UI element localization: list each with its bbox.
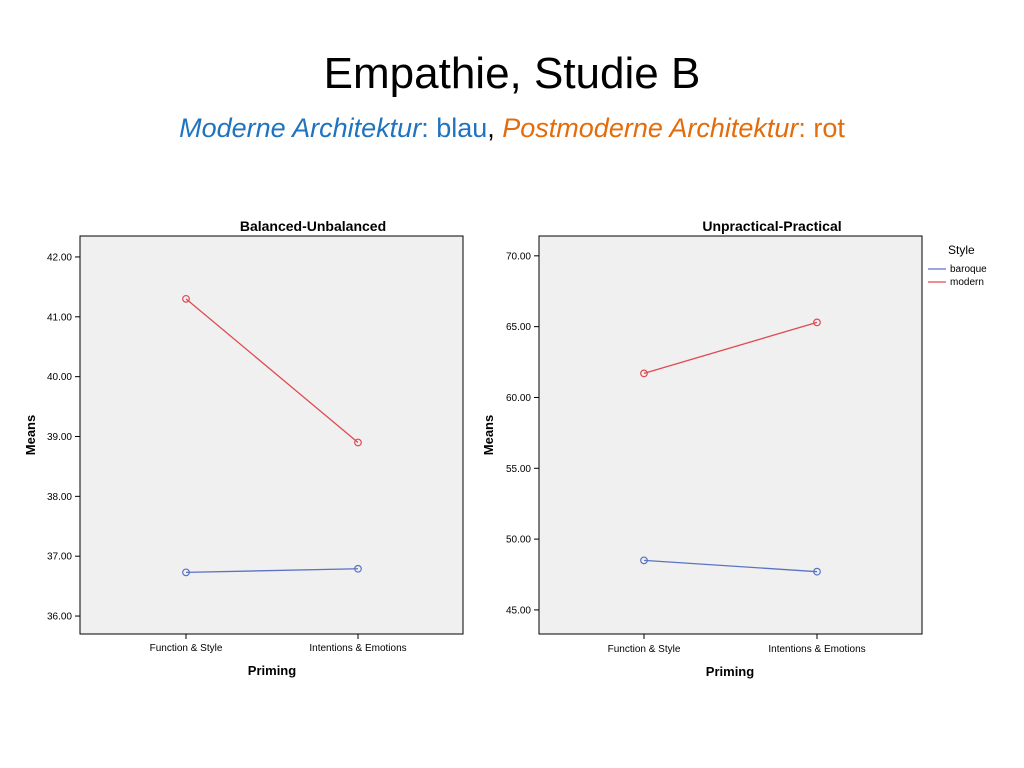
y-tick-label: 70.00 [505,251,531,263]
y-tick-label: 39.00 [46,431,72,443]
y-tick-label: 50.00 [505,534,531,546]
legend-label-baroque: baroque [950,264,987,275]
chart-title: Balanced-Unbalanced [239,218,387,234]
x-axis-title: Priming [247,663,297,678]
legend [928,243,987,288]
plot-area [80,236,463,634]
y-tick-label: 41.00 [46,312,72,324]
y-tick-label: 45.00 [505,605,531,617]
chart-2 [481,218,987,679]
x-tick-label: Function & Style [149,643,223,654]
legend-label-modern: modern [950,277,984,288]
subtitle-separator: , [487,113,503,143]
chart-title: Unpractical-Practical [702,218,842,234]
x-tick-label: Intentions & Emotions [309,643,407,654]
y-axis-title: Means [481,414,496,456]
subtitle-modern-color: : blau [421,113,488,143]
plot-area [539,236,922,634]
y-axis-title: Means [23,414,38,456]
x-axis-title: Priming [705,664,755,679]
subtitle-modern-label: Moderne Architektur [179,113,422,143]
y-tick-label: 55.00 [505,463,531,475]
subtitle-postmodern-color: : rot [798,113,845,143]
x-tick-label: Intentions & Emotions [768,644,866,655]
y-tick-label: 37.00 [46,551,72,563]
legend-title: Style [948,243,975,257]
y-tick-label: 40.00 [46,372,72,384]
x-tick-label: Function & Style [607,644,681,655]
y-tick-label: 60.00 [505,392,531,404]
y-tick-label: 65.00 [505,322,531,334]
y-tick-label: 42.00 [46,252,72,264]
slide-title: Empathie, Studie B [323,49,701,98]
subtitle-postmodern-label: Postmoderne Architektur [502,113,799,143]
chart-1 [23,218,463,678]
y-tick-label: 36.00 [46,611,72,623]
y-tick-label: 38.00 [46,491,72,503]
